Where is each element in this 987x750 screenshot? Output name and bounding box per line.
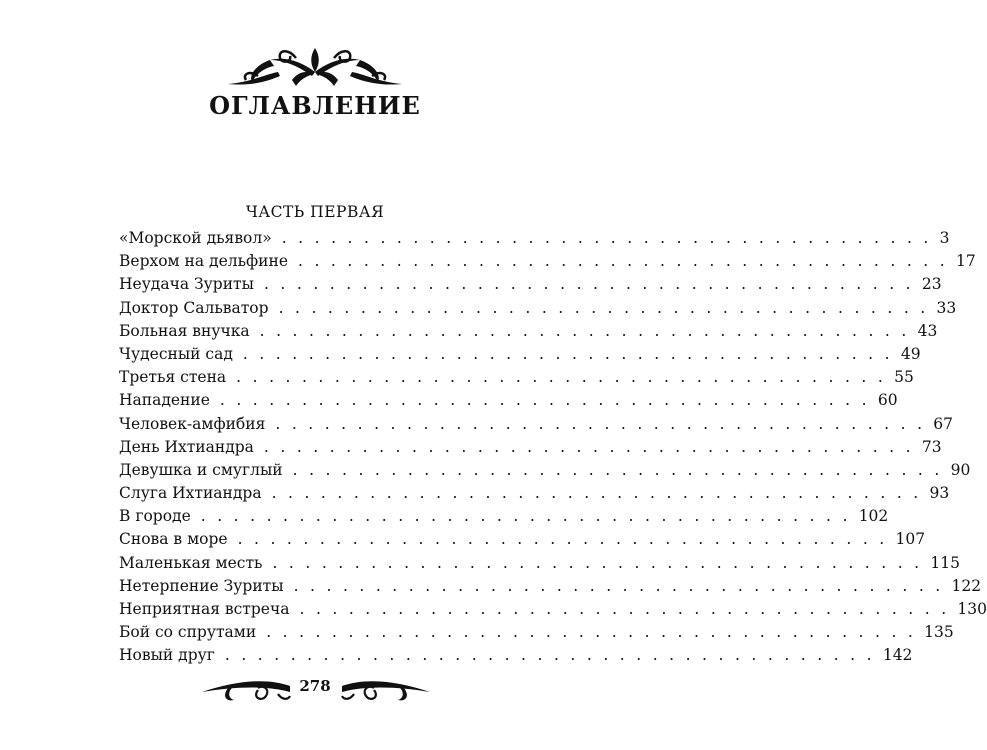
dot-leader: . . . . . . . . . . . . . . . . . . . . . . . . . . . . . . . . . . . . . . . . [272, 553, 923, 572]
toc-entry-label: Бой со спрутами [119, 623, 257, 642]
page-number: 278 [299, 677, 331, 695]
toc-entry-label: Снова в море [119, 530, 228, 549]
dot-leader: . . . . . . . . . . . . . . . . . . . . . . . . . . . . . . . . . . . . . . . . [242, 344, 893, 363]
toc-entry-label: Неприятная встреча [119, 600, 290, 618]
toc-entry-label: Девушка и смуглый [119, 460, 283, 479]
toc-entry[interactable] [119, 344, 921, 368]
toc-entry-page: 135 [924, 623, 954, 642]
dot-leader: . . . . . . . . . . . . . . . . . . . . . . . . . . . . . . . . . . . . . . . . [281, 229, 932, 247]
table-of-contents [119, 229, 987, 670]
toc-entry-label: Нападение [119, 391, 210, 410]
dot-leader: . . . . . . . . . . . . . . . . . . . . . . . . . . . . . . . . . . . . . . . . [263, 275, 914, 294]
dot-leader: . . . . . . . . . . . . . . . . . . . . . . . . . . . . . . . . . . . . . . . . [237, 530, 888, 549]
toc-entry-label: Новый друг [119, 646, 215, 665]
toc-entry[interactable] [119, 368, 914, 391]
toc-entry[interactable] [119, 600, 987, 623]
toc-entry[interactable] [119, 437, 942, 461]
dot-leader: . . . . . . . . . . . . . . . . . . . . . . . . . . . . . . . . . . . . . . . . [299, 600, 950, 618]
toc-entry-label: Человек-амфибия [119, 414, 266, 433]
toc-entry-label: День Ихтиандра [119, 437, 254, 456]
toc-entry[interactable] [119, 507, 889, 530]
top-ornament-icon [222, 42, 408, 90]
toc-entry-label: Чудесный сад [119, 344, 233, 363]
dot-leader: . . . . . . . . . . . . . . . . . . . . . . . . . . . . . . . . . . . . . . . . [266, 623, 917, 642]
toc-entry[interactable] [119, 229, 950, 252]
toc-entry-label: Доктор Сальватор [119, 298, 269, 317]
toc-entry-page: 122 [951, 576, 982, 595]
dot-leader: . . . . . . . . . . . . . . . . . . . . . . . . . . . . . . . . . . . . . . . . [224, 646, 875, 665]
toc-entry[interactable] [119, 252, 976, 275]
toc-entry-label: Верхом на дельфине [119, 252, 289, 271]
dot-leader: . . . . . . . . . . . . . . . . . . . . . . . . . . . . . . . . . . . . . . . . [275, 414, 926, 433]
dot-leader: . . . . . . . . . . . . . . . . . . . . . . . . . . . . . . . . . . . . . . . . [200, 507, 851, 526]
toc-entry[interactable] [119, 321, 938, 345]
toc-entry-page: 93 [929, 484, 950, 503]
toc-entry-page: 107 [895, 530, 926, 549]
toc-entry-page: 49 [900, 344, 921, 363]
dot-leader: . . . . . . . . . . . . . . . . . . . . . . . . . . . . . . . . . . . . . . . . [292, 460, 943, 479]
dot-leader: . . . . . . . . . . . . . . . . . . . . . . . . . . . . . . . . . . . . . . . . [298, 252, 948, 271]
toc-entry[interactable] [119, 391, 898, 414]
toc-entry-label: Нетерпение Зуриты [119, 576, 284, 595]
toc-entry[interactable] [119, 484, 950, 507]
toc-entry-page: 90 [950, 460, 971, 479]
toc-entry-label: «Морской дьявол» [119, 229, 272, 247]
toc-entry-label: Неудача Зуриты [119, 275, 254, 294]
toc-entry-page: 33 [936, 298, 957, 317]
toc-entry-label: Третья стена [119, 368, 227, 387]
toc-entry-page: 130 [957, 600, 987, 618]
toc-entry[interactable] [119, 275, 942, 298]
toc-entry-page: 3 [939, 229, 950, 247]
toc-entry-page: 60 [877, 391, 898, 410]
toc-entry[interactable] [119, 576, 982, 600]
toc-entry-page: 67 [933, 414, 954, 433]
toc-entry-label: Больная внучка [119, 321, 250, 340]
dot-leader: . . . . . . . . . . . . . . . . . . . . . . . . . . . . . . . . . . . . . . . . [293, 576, 944, 595]
toc-entry[interactable] [119, 623, 954, 646]
toc-entry-page: 73 [921, 437, 942, 456]
toc-entry[interactable] [119, 414, 954, 438]
dot-leader: . . . . . . . . . . . . . . . . . . . . . . . . . . . . . . . . . . . . . . . . [236, 368, 887, 387]
toc-entry[interactable] [119, 646, 913, 669]
dot-leader: . . . . . . . . . . . . . . . . . . . . . . . . . . . . . . . . . . . . . . . . [259, 321, 910, 340]
dot-leader: . . . . . . . . . . . . . . . . . . . . . . . . . . . . . . . . . . . . . . . . [263, 437, 914, 456]
toc-entry-label: Слуга Ихтиандра [119, 484, 262, 503]
toc-entry[interactable] [119, 460, 971, 484]
dot-leader: . . . . . . . . . . . . . . . . . . . . . . . . . . . . . . . . . . . . . . . . [271, 484, 922, 503]
toc-entry-label: В городе [119, 507, 191, 526]
toc-entry-page: 23 [921, 275, 942, 294]
toc-entry-page: 55 [894, 368, 914, 387]
toc-entry-page: 142 [882, 646, 913, 665]
toc-entry-label: Маленькая месть [119, 553, 263, 572]
page-title: ОГЛАВЛЕНИЕ [209, 91, 421, 120]
toc-entry[interactable] [119, 530, 926, 553]
toc-entry-page: 102 [858, 507, 889, 526]
dot-leader: . . . . . . . . . . . . . . . . . . . . . . . . . . . . . . . . . . . . . . . . [278, 298, 929, 317]
toc-entry-page: 115 [930, 553, 960, 572]
toc-entry[interactable] [119, 298, 957, 322]
part-title: ЧАСТЬ ПЕРВАЯ [245, 203, 385, 221]
dot-leader: . . . . . . . . . . . . . . . . . . . . . . . . . . . . . . . . . . . . . . . . [219, 391, 870, 410]
toc-entry-page: 17 [955, 252, 976, 271]
toc-entry-page: 43 [917, 321, 938, 340]
toc-entry[interactable] [119, 553, 960, 577]
